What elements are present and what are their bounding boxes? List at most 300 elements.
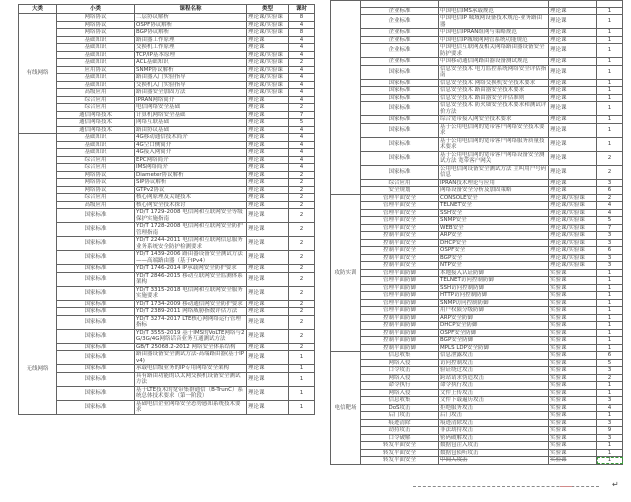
hours-cell: 4 — [289, 141, 315, 149]
course-type-cell: 实验课 — [549, 434, 597, 442]
hours-cell: 1 — [597, 87, 623, 95]
table-row — [331, 7, 623, 15]
hours-cell: 1 — [289, 365, 315, 373]
course-type-cell: 实验课 — [549, 344, 597, 352]
hours-cell: 3 — [597, 254, 623, 262]
column-header: 课时 — [289, 5, 315, 14]
course-name-cell: MPLS LDP安全防御 — [439, 344, 549, 352]
course-type-cell: 实验课 — [549, 442, 597, 450]
course-name-cell: 核心网安全技术探讨 — [135, 201, 247, 209]
course-type-cell: 理论课 — [247, 365, 289, 373]
subcategory-cell: 企业标准 — [361, 58, 439, 66]
table-row — [19, 164, 315, 172]
column-header: 类型 — [247, 5, 289, 14]
subcategory-cell: 综合应用 — [57, 164, 135, 172]
subcategory-cell: 基础知识 — [57, 134, 135, 142]
table-row — [19, 351, 315, 365]
hours-cell: 7 — [597, 224, 623, 232]
hours-cell: 1 — [597, 36, 623, 44]
hours-cell: 1 — [289, 386, 315, 400]
table-row — [19, 201, 315, 209]
hours-cell: 2 — [289, 194, 315, 202]
subcategory-cell: 管理平面防御 — [361, 269, 439, 277]
course-name-cell: YD/T 2389-2011 网络威胁指数评估方法 — [135, 308, 247, 316]
course-type-cell: 理论课 — [549, 44, 597, 58]
subcategory-cell: 管理平面安全 — [361, 224, 439, 232]
hours-cell: 2 — [597, 165, 623, 179]
course-name-cell: 公用电信网设备安全测试方法 主叫用户号码信息 — [439, 165, 549, 179]
course-type-cell: 实验课 — [549, 329, 597, 337]
table-row — [331, 202, 623, 210]
course-type-cell: 理论课 — [247, 400, 289, 414]
hours-cell: 4 — [289, 44, 315, 52]
course-type-cell: 理论课 — [247, 329, 289, 343]
subcategory-cell: 管理平面安全 — [361, 194, 439, 202]
course-type-cell: 实验课 — [549, 352, 597, 360]
table-row — [19, 272, 315, 286]
table-row — [331, 434, 623, 442]
course-name-cell: 痕迹清除攻击 — [439, 419, 549, 427]
course-type-cell: 理论课/实验课 — [247, 51, 289, 59]
course-type-cell: 实验课 — [549, 269, 597, 277]
course-type-cell: 理论课 — [549, 116, 597, 124]
table-row — [19, 209, 315, 223]
table-row — [19, 59, 315, 67]
course-name-cell: 基于公用电信网的宽带客户网络服务质量技术要求 — [439, 137, 549, 151]
course-name-cell: 核心网原理及关键技术 — [135, 194, 247, 202]
hours-cell: 1 — [597, 94, 623, 102]
subcategory-cell: 后门攻击 — [361, 412, 439, 420]
subcategory-cell: 口令破解 — [361, 434, 439, 442]
course-type-cell: 实验课 — [549, 374, 597, 382]
hours-cell: 1 — [597, 442, 623, 450]
course-type-cell: 理论课 — [247, 308, 289, 316]
hours-cell: 1 — [597, 15, 623, 29]
subcategory-cell: 基础知识 — [57, 36, 135, 44]
hours-cell: 2 — [289, 209, 315, 223]
hours-cell: 2 — [289, 272, 315, 286]
table-row — [19, 315, 315, 329]
header-row — [19, 5, 315, 14]
table-row — [331, 457, 623, 465]
table-row — [331, 123, 623, 137]
table-row — [19, 134, 315, 142]
table-row — [331, 254, 623, 262]
subcategory-cell: 国家标准 — [57, 308, 135, 316]
hours-cell: 4 — [289, 96, 315, 104]
course-type-cell: 理论课 — [247, 104, 289, 112]
subcategory-cell: 国家标准 — [57, 265, 135, 273]
table-row — [331, 29, 623, 37]
course-name-cell: 基于公用电信网的宽带客户网络设备安全测试方法 宽带客户网关 — [439, 151, 549, 165]
course-name-cell: NTP安全 — [439, 262, 549, 270]
hours-cell: 4 — [289, 66, 315, 74]
subcategory-cell: 管理平面安全 — [361, 202, 439, 210]
hours-cell: 8 — [289, 14, 315, 22]
subcategory-cell: 网络入侵 — [361, 359, 439, 367]
course-type-cell: 理论课 — [247, 141, 289, 149]
course-name-cell: YD/T 3315-2018 电信网和互联网安全服务实施要求 — [135, 286, 247, 300]
subcategory-cell: 国家标准 — [361, 137, 439, 151]
subcategory-cell: 管理平面防御 — [361, 292, 439, 300]
course-type-cell: 实验课 — [549, 307, 597, 315]
hours-cell: 2 — [289, 59, 315, 67]
course-name-cell: GTPv2协议 — [135, 186, 247, 194]
course-type-cell: 理论课 — [549, 123, 597, 137]
subcategory-cell: 国家标准 — [361, 151, 439, 165]
course-name-cell: 网络互联基础 — [135, 119, 247, 127]
column-header: 小类 — [57, 5, 135, 14]
course-name-cell: YD/T 3555-2019 基于IMS的VoLTE网络与2G/3G/4G网络话音业务互通测试方法 — [135, 329, 247, 343]
course-name-cell: 交换机工作原理 — [135, 44, 247, 52]
hours-cell: 3 — [597, 232, 623, 240]
course-type-cell: 实验课 — [549, 314, 597, 322]
course-type-cell: 理论课 — [247, 171, 289, 179]
course-type-cell: 理论课 — [549, 58, 597, 66]
course-name-cell: 电信网络安全基础 — [135, 104, 247, 112]
revision-dash-mark — [560, 486, 572, 487]
subcategory-cell: 管理平面安全 — [361, 209, 439, 217]
table-row — [331, 194, 623, 202]
course-name-cell: 4G移动通信技术简介 — [135, 134, 247, 142]
course-name-cell: IPRAN网络简介 — [135, 96, 247, 104]
course-name-cell: 中国电信IP城域网网管系统功能规范 — [439, 36, 549, 44]
course-name-cell: 中国电信IMS承载规范 — [439, 7, 549, 15]
course-type-cell: 理论课 — [247, 272, 289, 286]
course-name-cell: SSH安全 — [439, 209, 549, 217]
subcategory-cell: 综合应用 — [57, 156, 135, 164]
course-type-cell: 理论课/实验课 — [549, 232, 597, 240]
subcategory-cell: 国家标准 — [361, 79, 439, 87]
subcategory-cell: 国家标准 — [361, 116, 439, 124]
subcategory-cell: 网络协议 — [57, 14, 135, 22]
hours-cell: 1 — [597, 58, 623, 66]
course-name-cell: 验证绕过攻击 — [439, 367, 549, 375]
table-row — [19, 194, 315, 202]
hours-cell: 2 — [597, 374, 623, 382]
course-type-cell: 实验课 — [549, 277, 597, 285]
course-name-cell: 信息安全技术 路由器安全评估准则 — [439, 94, 549, 102]
course-name-cell: 数据包侦听攻击 — [439, 449, 549, 457]
subcategory-cell: 企业标准 — [361, 7, 439, 15]
course-type-cell: 理论课/实验课 — [247, 29, 289, 37]
subcategory-cell: 转发平面安全 — [361, 449, 439, 457]
course-name-cell: 二层协议解析 — [135, 14, 247, 22]
course-name-cell: OSPF安全防御 — [439, 329, 549, 337]
hours-cell: 3 — [597, 179, 623, 187]
course-type-cell: 理论课 — [549, 87, 597, 95]
hours-cell: 4 — [289, 149, 315, 157]
course-type-cell: 理论课 — [549, 102, 597, 116]
course-name-cell: SNMP安全 — [439, 217, 549, 225]
subcategory-cell: 应用协议 — [57, 66, 135, 74]
course-type-cell: 理论课/实验课 — [549, 262, 597, 270]
table-row — [19, 141, 315, 149]
subcategory-cell: 网络入侵 — [361, 374, 439, 382]
table-row — [331, 79, 623, 87]
table-row — [19, 149, 315, 157]
subcategory-cell: 国家标准 — [361, 87, 439, 95]
course-type-cell: 理论课/实验课 — [247, 14, 289, 22]
table-row — [19, 44, 315, 52]
subcategory-cell: 国家标准 — [57, 272, 135, 286]
course-table-left — [18, 4, 315, 415]
course-type-cell: 理论课 — [247, 251, 289, 265]
hours-cell: 2 — [289, 265, 315, 273]
course-type-cell: 实验课 — [549, 337, 597, 345]
hours-cell: 2 — [289, 286, 315, 300]
course-type-cell: 理论课 — [247, 265, 289, 273]
subcategory-cell: 口令攻击 — [361, 367, 439, 375]
hours-cell: 7 — [289, 111, 315, 119]
course-type-cell: 实验课 — [549, 322, 597, 330]
course-name-cell: 数据包注入攻击 — [439, 442, 549, 450]
course-name-cell: SNMP协议解析 — [135, 66, 247, 74]
hours-cell: 4 — [597, 202, 623, 210]
hours-cell: 1 — [597, 457, 623, 465]
hours-cell: 3 — [597, 367, 623, 375]
subcategory-cell: 综合应用 — [361, 179, 439, 187]
hours-cell: 4 — [597, 209, 623, 217]
hours-cell: 1 — [597, 292, 623, 300]
subcategory-cell: 国家标准 — [57, 365, 135, 373]
hours-cell: 1 — [597, 137, 623, 151]
course-type-cell: 理论课 — [247, 126, 289, 134]
table-row — [331, 116, 623, 124]
table-row — [331, 322, 623, 330]
course-type-cell: 理论课 — [247, 372, 289, 386]
table-row — [331, 239, 623, 247]
course-name-cell: 中国电信IP 城域网设备技术规范-业务路由器 — [439, 15, 549, 29]
table-row — [19, 36, 315, 44]
hours-cell: 5 — [597, 217, 623, 225]
course-type-cell: 理论课/实验课 — [549, 224, 597, 232]
table-row — [19, 156, 315, 164]
hours-cell: 6 — [597, 247, 623, 255]
course-type-cell: 理论课 — [247, 111, 289, 119]
hours-cell: 1 — [597, 412, 623, 420]
course-name-cell: 访问控制攻击 — [439, 359, 549, 367]
table-row — [19, 372, 315, 386]
course-name-cell: YD/T 1439-2006 路由器设备安全测试方法——高端路由器（基于IPv4） — [135, 251, 247, 265]
course-type-cell: 理论课 — [247, 179, 289, 187]
subcategory-cell: 企业标准 — [361, 29, 439, 37]
subcategory-cell: 管理平面防御 — [361, 299, 439, 307]
subcategory-cell: 国家标准 — [57, 286, 135, 300]
table-row — [331, 292, 623, 300]
table-row — [331, 36, 623, 44]
table-row — [331, 427, 623, 435]
course-name-cell: 拒绝服务攻击 — [439, 404, 549, 412]
course-type-cell: 理论课 — [247, 119, 289, 127]
subcategory-cell: 控制平面防御 — [361, 314, 439, 322]
course-name-cell: 路由协议基础 — [135, 126, 247, 134]
table-row — [19, 400, 315, 414]
hours-cell: 2 — [289, 201, 315, 209]
course-name-cell: YD/T 1746-2014 IP承载网安全防护要求 — [135, 265, 247, 273]
hours-cell: 1 — [597, 44, 623, 58]
course-name-cell: 用户权限分级防御 — [439, 307, 549, 315]
hours-cell: 1 — [597, 284, 623, 292]
course-type-cell: 实验课 — [549, 299, 597, 307]
category-cell — [19, 14, 57, 134]
table-row — [331, 284, 623, 292]
table-row — [331, 15, 623, 29]
hours-cell: 1 — [597, 344, 623, 352]
course-type-cell: 理论课/实验课 — [549, 217, 597, 225]
subcategory-cell: 网络协议 — [57, 29, 135, 37]
table-row — [331, 404, 623, 412]
hours-cell: 3 — [597, 419, 623, 427]
table-row — [19, 104, 315, 112]
subcategory-cell: 国家标准 — [57, 251, 135, 265]
course-name-cell: BGP协议解析 — [135, 29, 247, 37]
course-type-cell: 理论课 — [247, 237, 289, 251]
course-name-cell: 综合宽带接入网安全技术要求 — [439, 116, 549, 124]
subcategory-cell: 转发平面安全 — [361, 457, 439, 465]
course-name-cell: ARP安全防御 — [439, 314, 549, 322]
hours-cell: 2 — [289, 186, 315, 194]
course-name-cell: 信息安全技术 网络交换机安全技术要求 — [439, 79, 549, 87]
course-type-cell: 理论课 — [247, 164, 289, 172]
hours-cell: 2 — [289, 171, 315, 179]
table-row — [331, 412, 623, 420]
course-type-cell: 理论课 — [247, 351, 289, 365]
course-type-cell: 理论课 — [247, 300, 289, 308]
course-name-cell: 跨站请求伪造攻击 — [439, 374, 549, 382]
table-row — [19, 329, 315, 343]
course-name-cell: 非法劫持攻击 — [439, 427, 549, 435]
table-row — [331, 165, 623, 179]
course-type-cell: 理论课/实验课 — [549, 209, 597, 217]
course-name-cell: 命令执行攻击 — [439, 382, 549, 390]
table-row — [19, 171, 315, 179]
hours-cell: 1 — [597, 299, 623, 307]
subcategory-cell: 国家标准 — [361, 94, 439, 102]
subcategory-cell: 网络协议 — [57, 21, 135, 29]
table-row — [19, 343, 315, 351]
subcategory-cell: 网络协议 — [57, 171, 135, 179]
category-cell — [19, 134, 57, 415]
hours-cell: 1 — [597, 277, 623, 285]
course-name-cell: EPC网络简介 — [135, 156, 247, 164]
table-row — [19, 74, 315, 82]
subcategory-cell: 管理平面安全 — [361, 217, 439, 225]
table-row — [331, 151, 623, 165]
course-name-cell: 信息泄露攻击 — [439, 352, 549, 360]
table-row — [331, 224, 623, 232]
subcategory-cell: 国家标准 — [57, 400, 135, 414]
table-row — [331, 344, 623, 352]
subcategory-cell: 控制平面安全 — [361, 239, 439, 247]
course-table-right — [330, 0, 623, 465]
hours-cell: 2 — [597, 194, 623, 202]
table-row — [331, 419, 623, 427]
category-label: 攻防实训 — [334, 269, 357, 276]
course-name-cell: 文件下载遍历攻击 — [439, 397, 549, 405]
hours-cell: 4 — [289, 36, 315, 44]
subcategory-cell: 企业标准 — [361, 44, 439, 58]
course-type-cell: 理论课 — [247, 44, 289, 52]
course-name-cell: 信息安全技术 电力监控系统网络安全评估指南 — [439, 65, 549, 79]
subcategory-cell: 基础知识 — [57, 74, 135, 82]
hours-cell: 2 — [289, 104, 315, 112]
course-type-cell: 理论课 — [247, 134, 289, 142]
table-row — [19, 386, 315, 400]
course-name-cell: 网络设备安全分析及加固策略 — [439, 187, 549, 195]
course-name-cell: ACL基础知识 — [135, 59, 247, 67]
table-row — [19, 179, 315, 187]
subcategory-cell: 企业标准 — [361, 15, 439, 29]
course-type-cell: 理论课 — [247, 201, 289, 209]
table-row — [19, 237, 315, 251]
course-name-cell: YD/T 1729-2008 电信网和互联网安全等级保护实施指南 — [135, 209, 247, 223]
hours-cell: 1 — [597, 337, 623, 345]
hours-cell: 2 — [289, 223, 315, 237]
course-type-cell: 理论课/实验课 — [247, 21, 289, 29]
course-type-cell: 理论课/实验课 — [549, 239, 597, 247]
table-row — [331, 337, 623, 345]
course-type-cell: 理论课 — [247, 36, 289, 44]
course-name-cell: 基于LTE技术的宽带集群通信（B-TrunC）系统总体技术要求（第一阶段） — [135, 386, 247, 400]
hours-cell: 1 — [597, 329, 623, 337]
subcategory-cell: DoS攻击 — [361, 404, 439, 412]
course-type-cell: 理论课/实验课 — [247, 59, 289, 67]
course-name-cell: GB/T 25068.2-2012 网络安全体系结构 — [135, 343, 247, 351]
hours-cell: 4 — [289, 21, 315, 29]
course-name-cell: SSH访问控制防御 — [439, 284, 549, 292]
course-name-cell: YD/T 2244-2011 电信网和互联网信息服务业务系统安全防护检测要求 — [135, 237, 247, 251]
course-type-cell: 实验课 — [549, 389, 597, 397]
course-type-cell: 理论课 — [549, 94, 597, 102]
course-type-cell: 实验课 — [549, 292, 597, 300]
course-type-cell: 理论课/实验课 — [247, 81, 289, 89]
course-type-cell: 理论课 — [247, 286, 289, 300]
subcategory-cell: 国家标准 — [57, 329, 135, 343]
subcategory-cell: 转发平面安全 — [361, 442, 439, 450]
course-name-cell: 具有路由功能的以太网交换机设备安全测试方法 — [135, 372, 247, 386]
table-row — [19, 300, 315, 308]
hours-cell: 3 — [597, 239, 623, 247]
paragraph-mark: ↵ — [612, 480, 619, 489]
subcategory-cell: 网络入侵 — [361, 389, 439, 397]
table-row — [331, 397, 623, 405]
subcategory-cell: 管理平面防御 — [361, 277, 439, 285]
table-row — [331, 277, 623, 285]
course-name-cell: SIP协议解析 — [135, 179, 247, 187]
course-name-cell: 路由器安全加固方法 — [135, 89, 247, 97]
course-name-cell: DHCP安全防御 — [439, 322, 549, 330]
subcategory-cell: 国家标准 — [57, 209, 135, 223]
course-type-cell: 理论课 — [549, 137, 597, 151]
hours-cell: 4 — [289, 126, 315, 134]
hours-cell: 1 — [597, 116, 623, 124]
subcategory-cell: 控制平面安全 — [361, 247, 439, 255]
course-type-cell: 理论课/实验课 — [247, 66, 289, 74]
subcategory-cell: 痕迹清除 — [361, 419, 439, 427]
course-type-cell: 理论课 — [549, 165, 597, 179]
subcategory-cell: 综合应用 — [57, 96, 135, 104]
course-name-cell: OSPF安全 — [439, 247, 549, 255]
category-cell — [331, 352, 361, 465]
table-row — [331, 217, 623, 225]
course-type-cell: 理论课 — [247, 343, 289, 351]
course-type-cell: 理论课 — [549, 187, 597, 195]
table-row — [331, 329, 623, 337]
course-name-cell: BGP安全防御 — [439, 337, 549, 345]
subcategory-cell: 高级应用 — [57, 201, 135, 209]
course-type-cell: 实验课 — [549, 404, 597, 412]
